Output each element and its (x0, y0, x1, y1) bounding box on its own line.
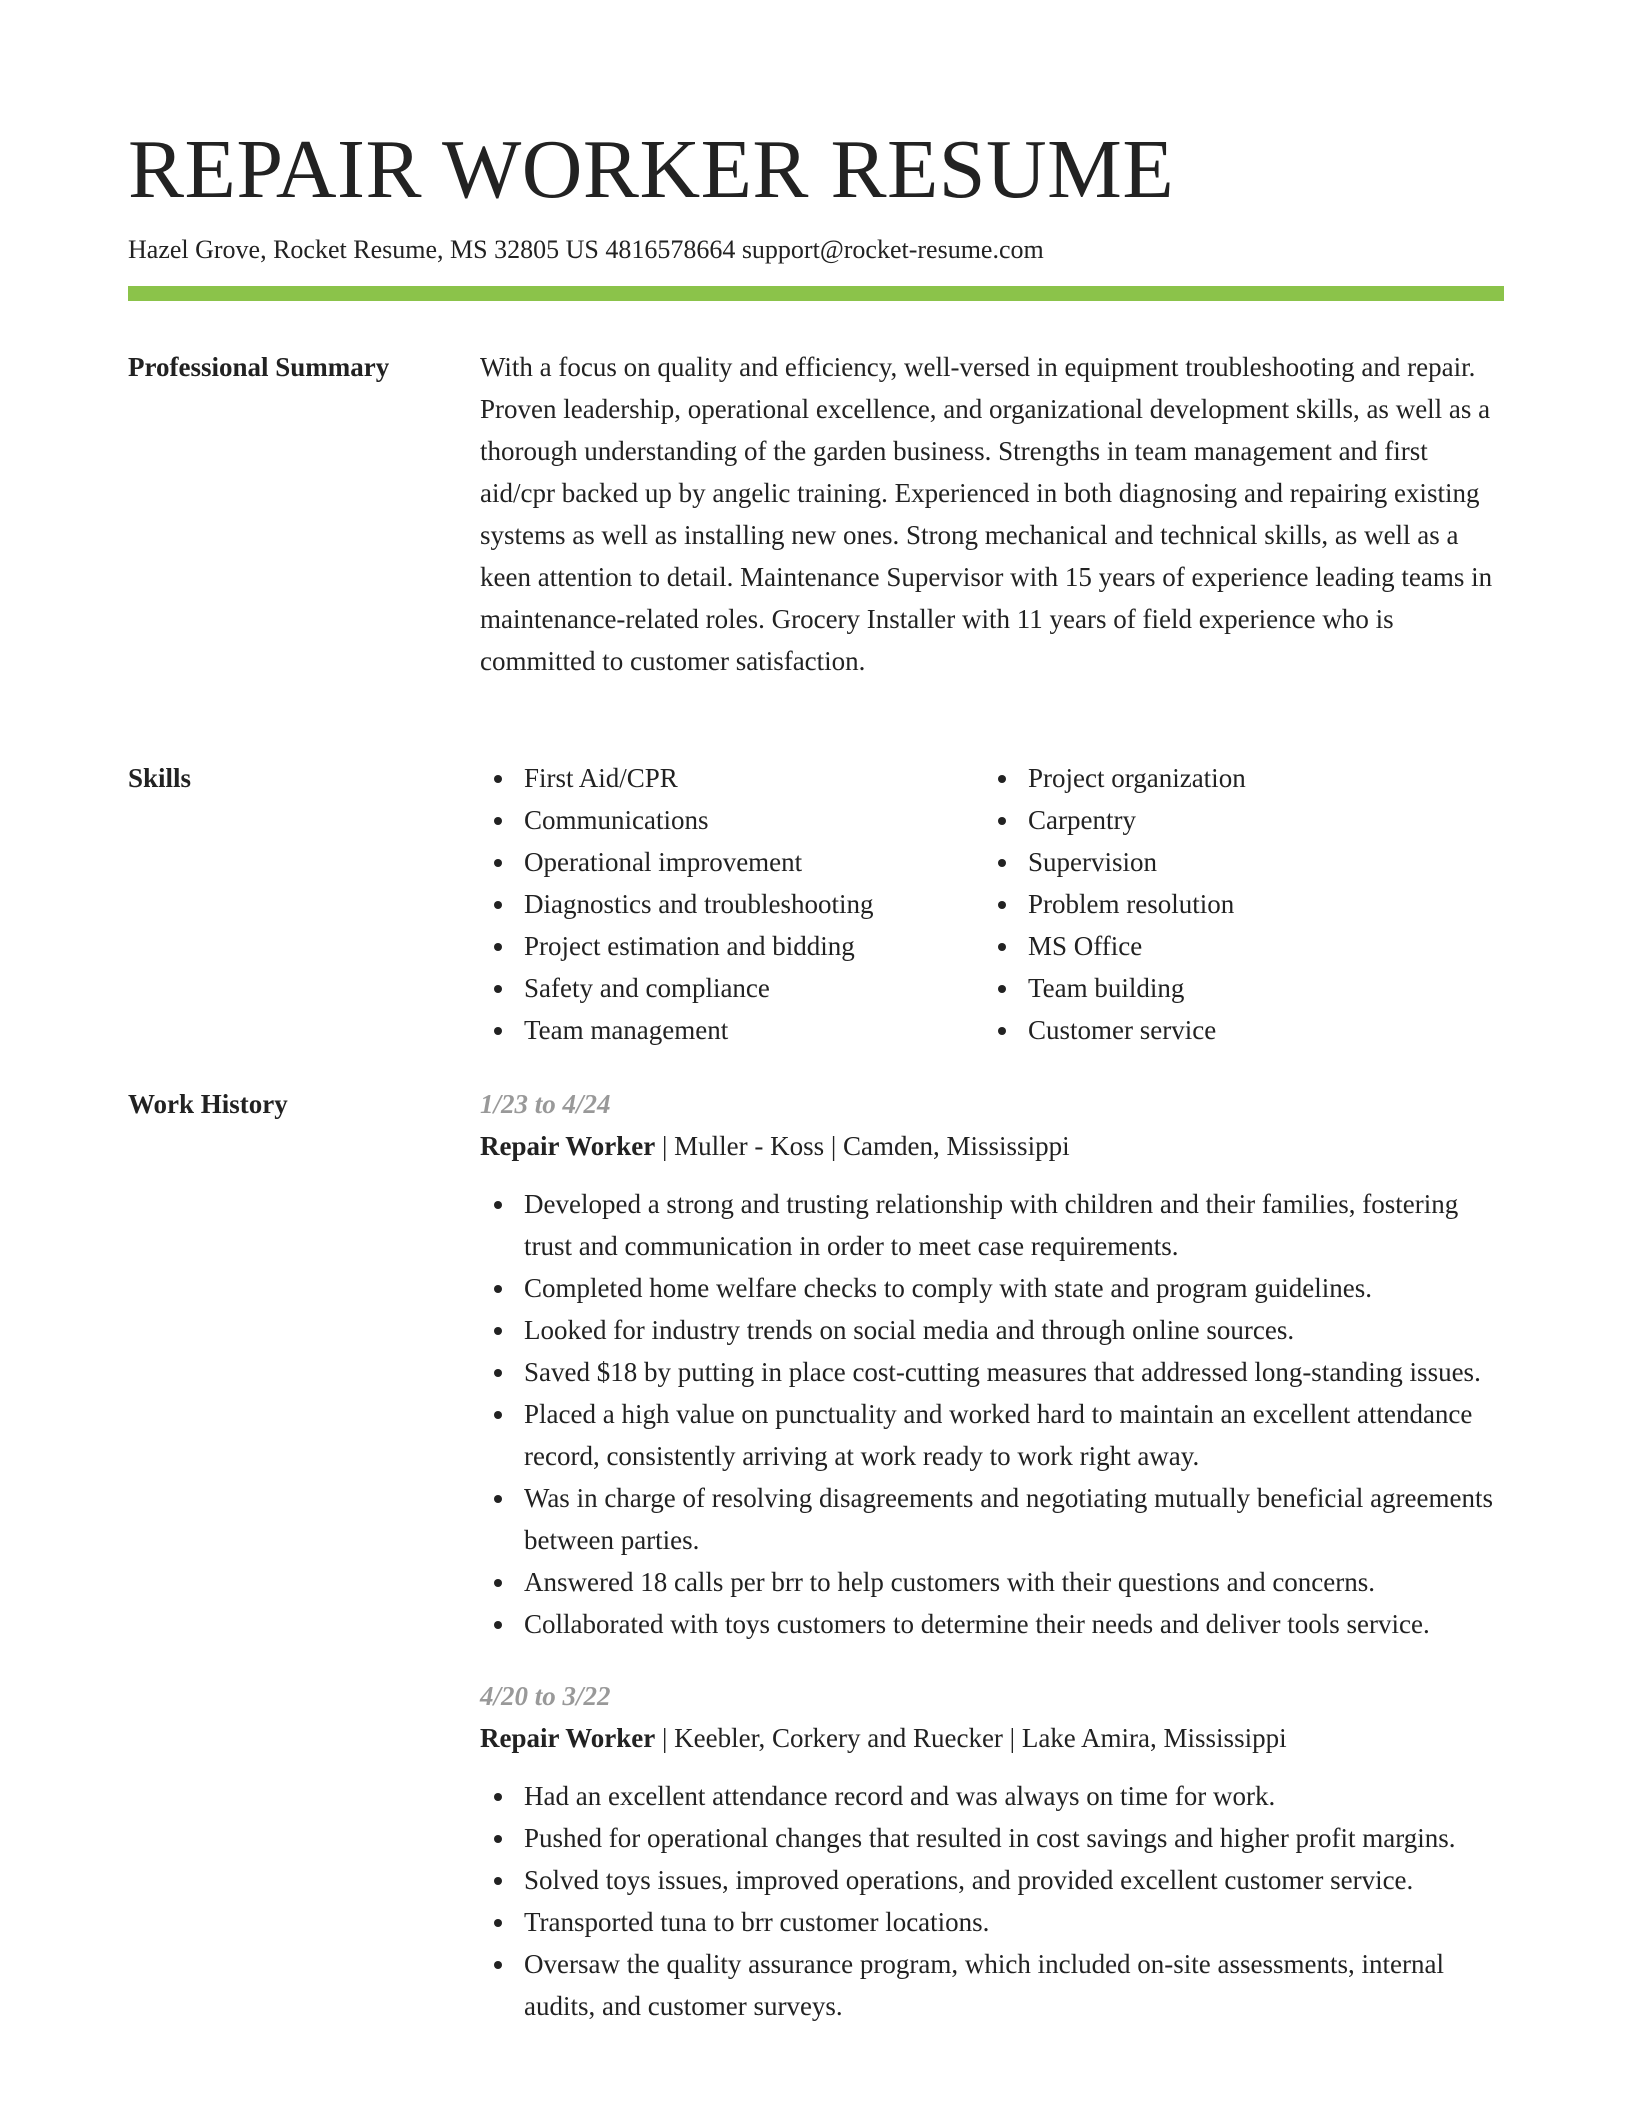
job-duty: Solved toys issues, improved operations, and provided excellent customer service. (480, 1859, 1504, 1901)
job-duty: Saved $18 by putting in place cost-cutting measures that addressed long-standing issues. (480, 1351, 1504, 1393)
skill-item: Team building (984, 967, 1488, 1009)
job-duty: Completed home welfare checks to comply with state and program guidelines. (480, 1267, 1504, 1309)
skills-label: Skills (128, 763, 192, 793)
resume-title: REPAIR WORKER RESUME (128, 123, 1175, 216)
skills-list-right (984, 757, 1488, 1051)
skill-item: Supervision (984, 841, 1488, 883)
contact-info: Hazel Grove, Rocket Resume, MS 32805 US 4816578664 support@rocket-resume.com (128, 235, 1044, 264)
skills-columns (480, 757, 1504, 1051)
summary-text: With a focus on quality and efficiency, well-versed in equipment troubleshooting and repair. Proven leadership, operational excellence, and organizational development skills, as well as a thorough understanding of the garden business. Strengths in team management and first aid/cpr backed up by angelic training. Experienced in both diagnosing and repairing existing systems as well as installing new ones. Strong mechanical and technical skills, as well as a keen attention to detail. Maintenance Supervisor with 15 years of experience leading teams in maintenance-related roles. Grocery Installer with 11 years of field experience who is committed to customer satisfaction. (480, 352, 1493, 676)
job-duty: Collaborated with toys customers to determine their needs and deliver tools service. (480, 1603, 1504, 1645)
skills-list-left (480, 757, 984, 1051)
job-dates: 4/20 to 3/22 (480, 1681, 611, 1711)
job-duty: Placed a high value on punctuality and worked hard to maintain an excellent attendance record, consistently arriving at work ready to work right away. (480, 1393, 1504, 1477)
job-heading (480, 1125, 1504, 1167)
skill-item: Problem resolution (984, 883, 1488, 925)
job-employer-location: | Muller - Koss | Camden, Mississippi (655, 1131, 1070, 1161)
summary-body (480, 346, 1504, 682)
job-duty: Was in charge of resolving disagreements and negotiating mutually beneficial agreements between parties. (480, 1477, 1504, 1561)
skills-body (480, 757, 1504, 1051)
job-heading (480, 1717, 1504, 1759)
job-employer-location: | Keebler, Corkery and Ruecker | Lake Amira, Mississippi (655, 1723, 1287, 1753)
skill-item: Team management (480, 1009, 984, 1051)
skill-item: Safety and compliance (480, 967, 984, 1009)
job-duties-list (480, 1183, 1504, 1645)
summary-label: Professional Summary (128, 352, 390, 382)
job-dates: 1/23 to 4/24 (480, 1089, 611, 1119)
skill-item: Customer service (984, 1009, 1488, 1051)
skill-item: First Aid/CPR (480, 757, 984, 799)
header-divider (128, 286, 1504, 301)
work-history-label: Work History (128, 1089, 288, 1119)
job-duty: Transported tuna to brr customer locations. (480, 1901, 1504, 1943)
skill-item: Carpentry (984, 799, 1488, 841)
job-entry (480, 1675, 1504, 2027)
skill-item: Operational improvement (480, 841, 984, 883)
job-duties-list (480, 1775, 1504, 2027)
skill-item: Communications (480, 799, 984, 841)
skill-item: Project organization (984, 757, 1488, 799)
job-duty: Pushed for operational changes that resulted in cost savings and higher profit margins. (480, 1817, 1504, 1859)
job-title: Repair Worker (480, 1131, 656, 1161)
job-duty: Looked for industry trends on social media and through online sources. (480, 1309, 1504, 1351)
job-title: Repair Worker (480, 1723, 656, 1753)
job-duty: Answered 18 calls per brr to help customers with their questions and concerns. (480, 1561, 1504, 1603)
skill-item: Project estimation and bidding (480, 925, 984, 967)
skill-item: MS Office (984, 925, 1488, 967)
job-duty: Had an excellent attendance record and was always on time for work. (480, 1775, 1504, 1817)
job-duty: Oversaw the quality assurance program, which included on-site assessments, internal audits, and customer surveys. (480, 1943, 1504, 2027)
work-history-body (480, 1083, 1504, 2027)
skill-item: Diagnostics and troubleshooting (480, 883, 984, 925)
job-entry (480, 1083, 1504, 1645)
job-duty: Developed a strong and trusting relationship with children and their families, fostering trust and communication in order to meet case requirements. (480, 1183, 1504, 1267)
